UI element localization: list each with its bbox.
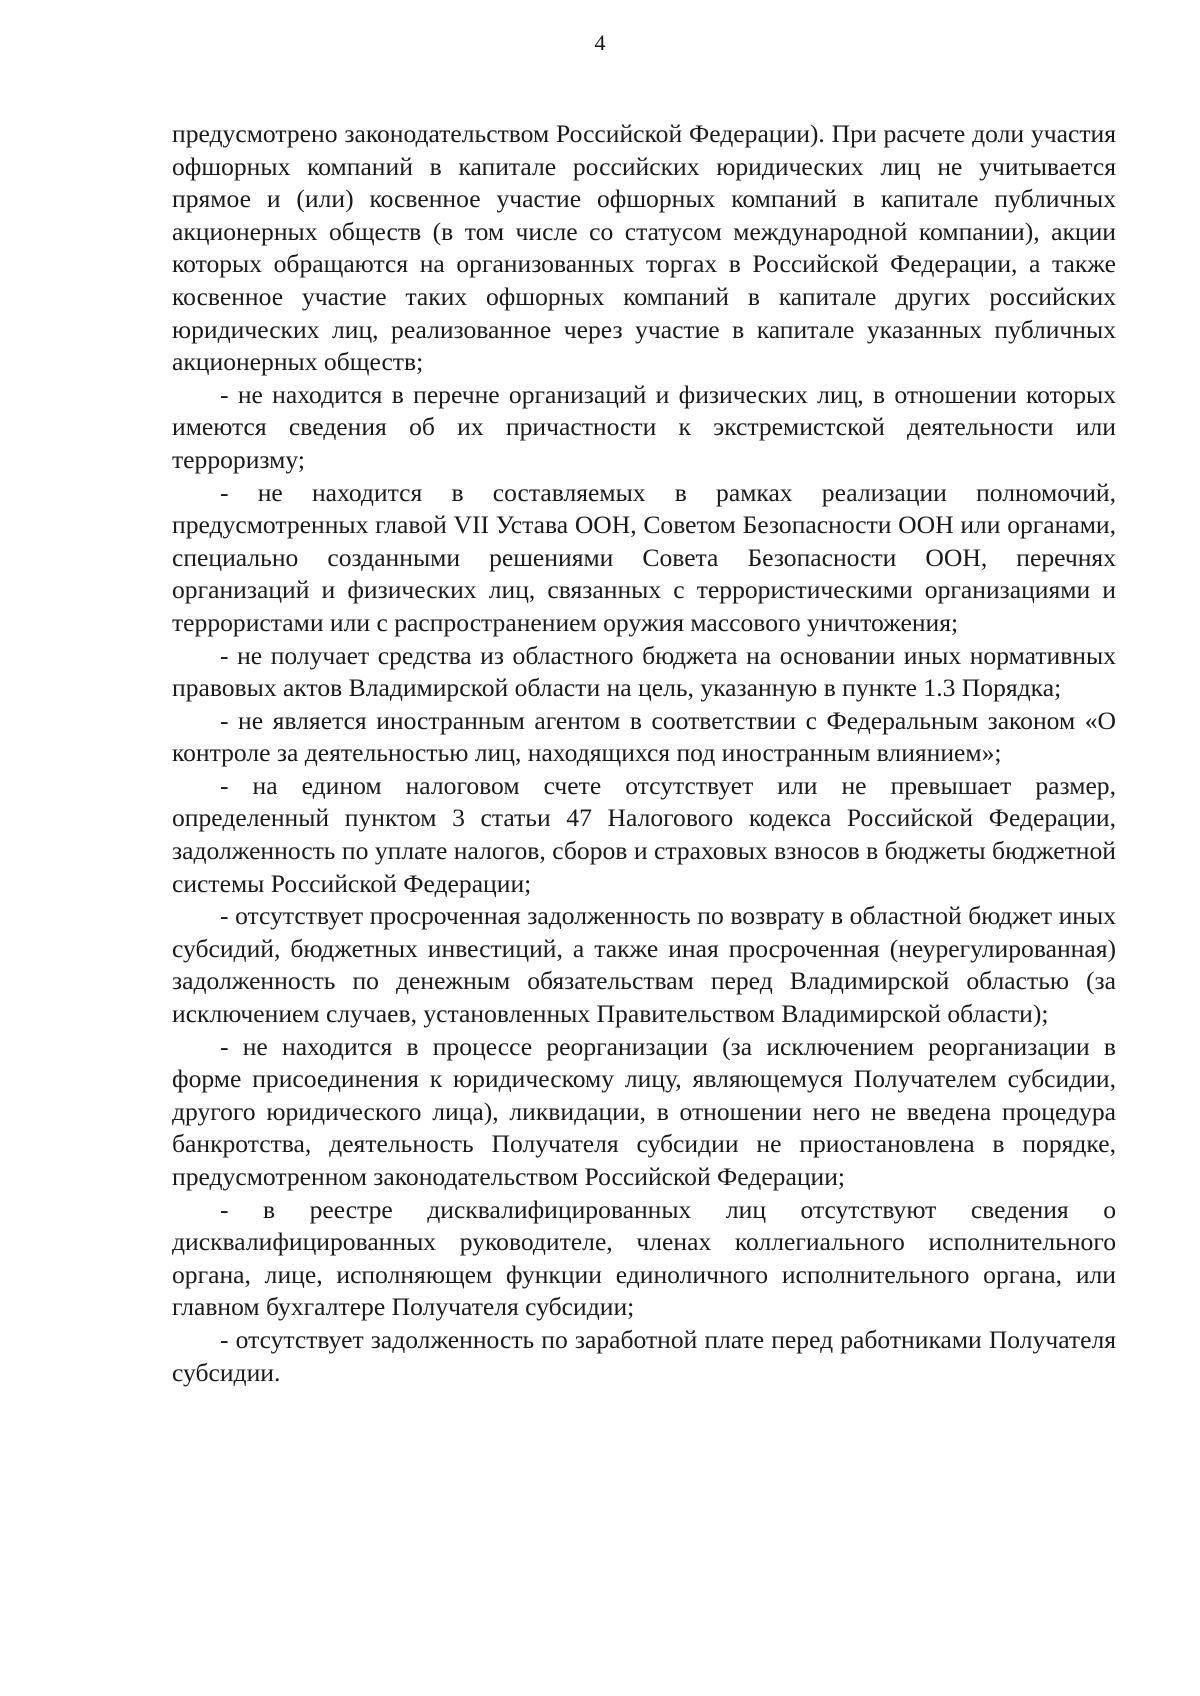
list-item-regional-budget: - не получает средства из областного бюджета на основании иных нормативных правовых актов Владимирской области на цель, указанную в пункте 1.3 Порядка;: [172, 640, 1116, 703]
list-item-reorganization: - не находится в процессе реорганизации (за исключением реорганизации в форме присоединения к юридическому лицу, являющемуся Получателем субсидии, другого юридического лица), ликвидации, в отношении него не введена процедура банкротства, деятельность Получателя субсидии не приостановлена в порядке, предусмотренном законодательством Российской Федерации;: [172, 1031, 1116, 1191]
list-item-un-sanctions: - не находится в составляемых в рамках реализации полномочий, предусмотренных главой VII Устава ООН, Советом Безопасности ООН или органами, специально созданными решениями Совета Безопасности ООН, перечнях организаций и физических лиц, связанных с террористическими организациями и террористами или с распространением оружия массового уничтожения;: [172, 477, 1116, 637]
paragraph-continuation: предусмотрено законодательством Российской Федерации). При расчете доли участия офшорных компаний в капитале российских юридических лиц не учитывается прямое и (или) косвенное участие офшорных компаний в капитале публичных акционерных обществ (в том числе со статусом международной компании), акции которых обращаются на организованных торгах в Российской Федерации, а также косвенное участие таких офшорных компаний в капитале других российских юридических лиц, реализованное через участие в капитале указанных публичных акционерных обществ;: [172, 119, 1116, 377]
list-item-extremism: - не находится в перечне организаций и физических лиц, в отношении которых имеются сведения об их причастности к экстремистской деятельности или терроризму;: [172, 379, 1116, 474]
list-item-overdue-debt: - отсутствует просроченная задолженность по возврату в областной бюджет иных субсидий, бюджетных инвестиций, а также иная просроченная (неурегулированная) задолженность по денежным обязательствам перед Владимирской областью (за исключением случаев, установленных Правительством Владимирской области);: [172, 901, 1116, 1029]
list-item-foreign-agent: - не является иностранным агентом в соответствии с Федеральным законом «О контроле за деятельностью лиц, находящихся под иностранным влиянием»;: [172, 705, 1116, 768]
list-item-salary-debt: - отсутствует задолженность по заработной плате перед работниками Получателя субсидии.: [172, 1324, 1116, 1387]
list-item-disqualified-persons: - в реестре дисквалифицированных лиц отсутствуют сведения о дисквалифицированных руководителе, членах коллегиального исполнительного органа, лице, исполняющем функции единоличного исполнительного органа, или главном бухгалтере Получателя субсидии;: [172, 1194, 1116, 1322]
document-body: [172, 118, 1116, 1389]
list-item-tax-debt: - на едином налоговом счете отсутствует или не превышает размер, определенный пунктом 3 статьи 47 Налогового кодекса Российской Федерации, задолженность по уплате налогов, сборов и страховых взносов в бюджеты бюджетной системы Российской Федерации;: [172, 770, 1116, 898]
page-number: 4: [594, 30, 606, 55]
